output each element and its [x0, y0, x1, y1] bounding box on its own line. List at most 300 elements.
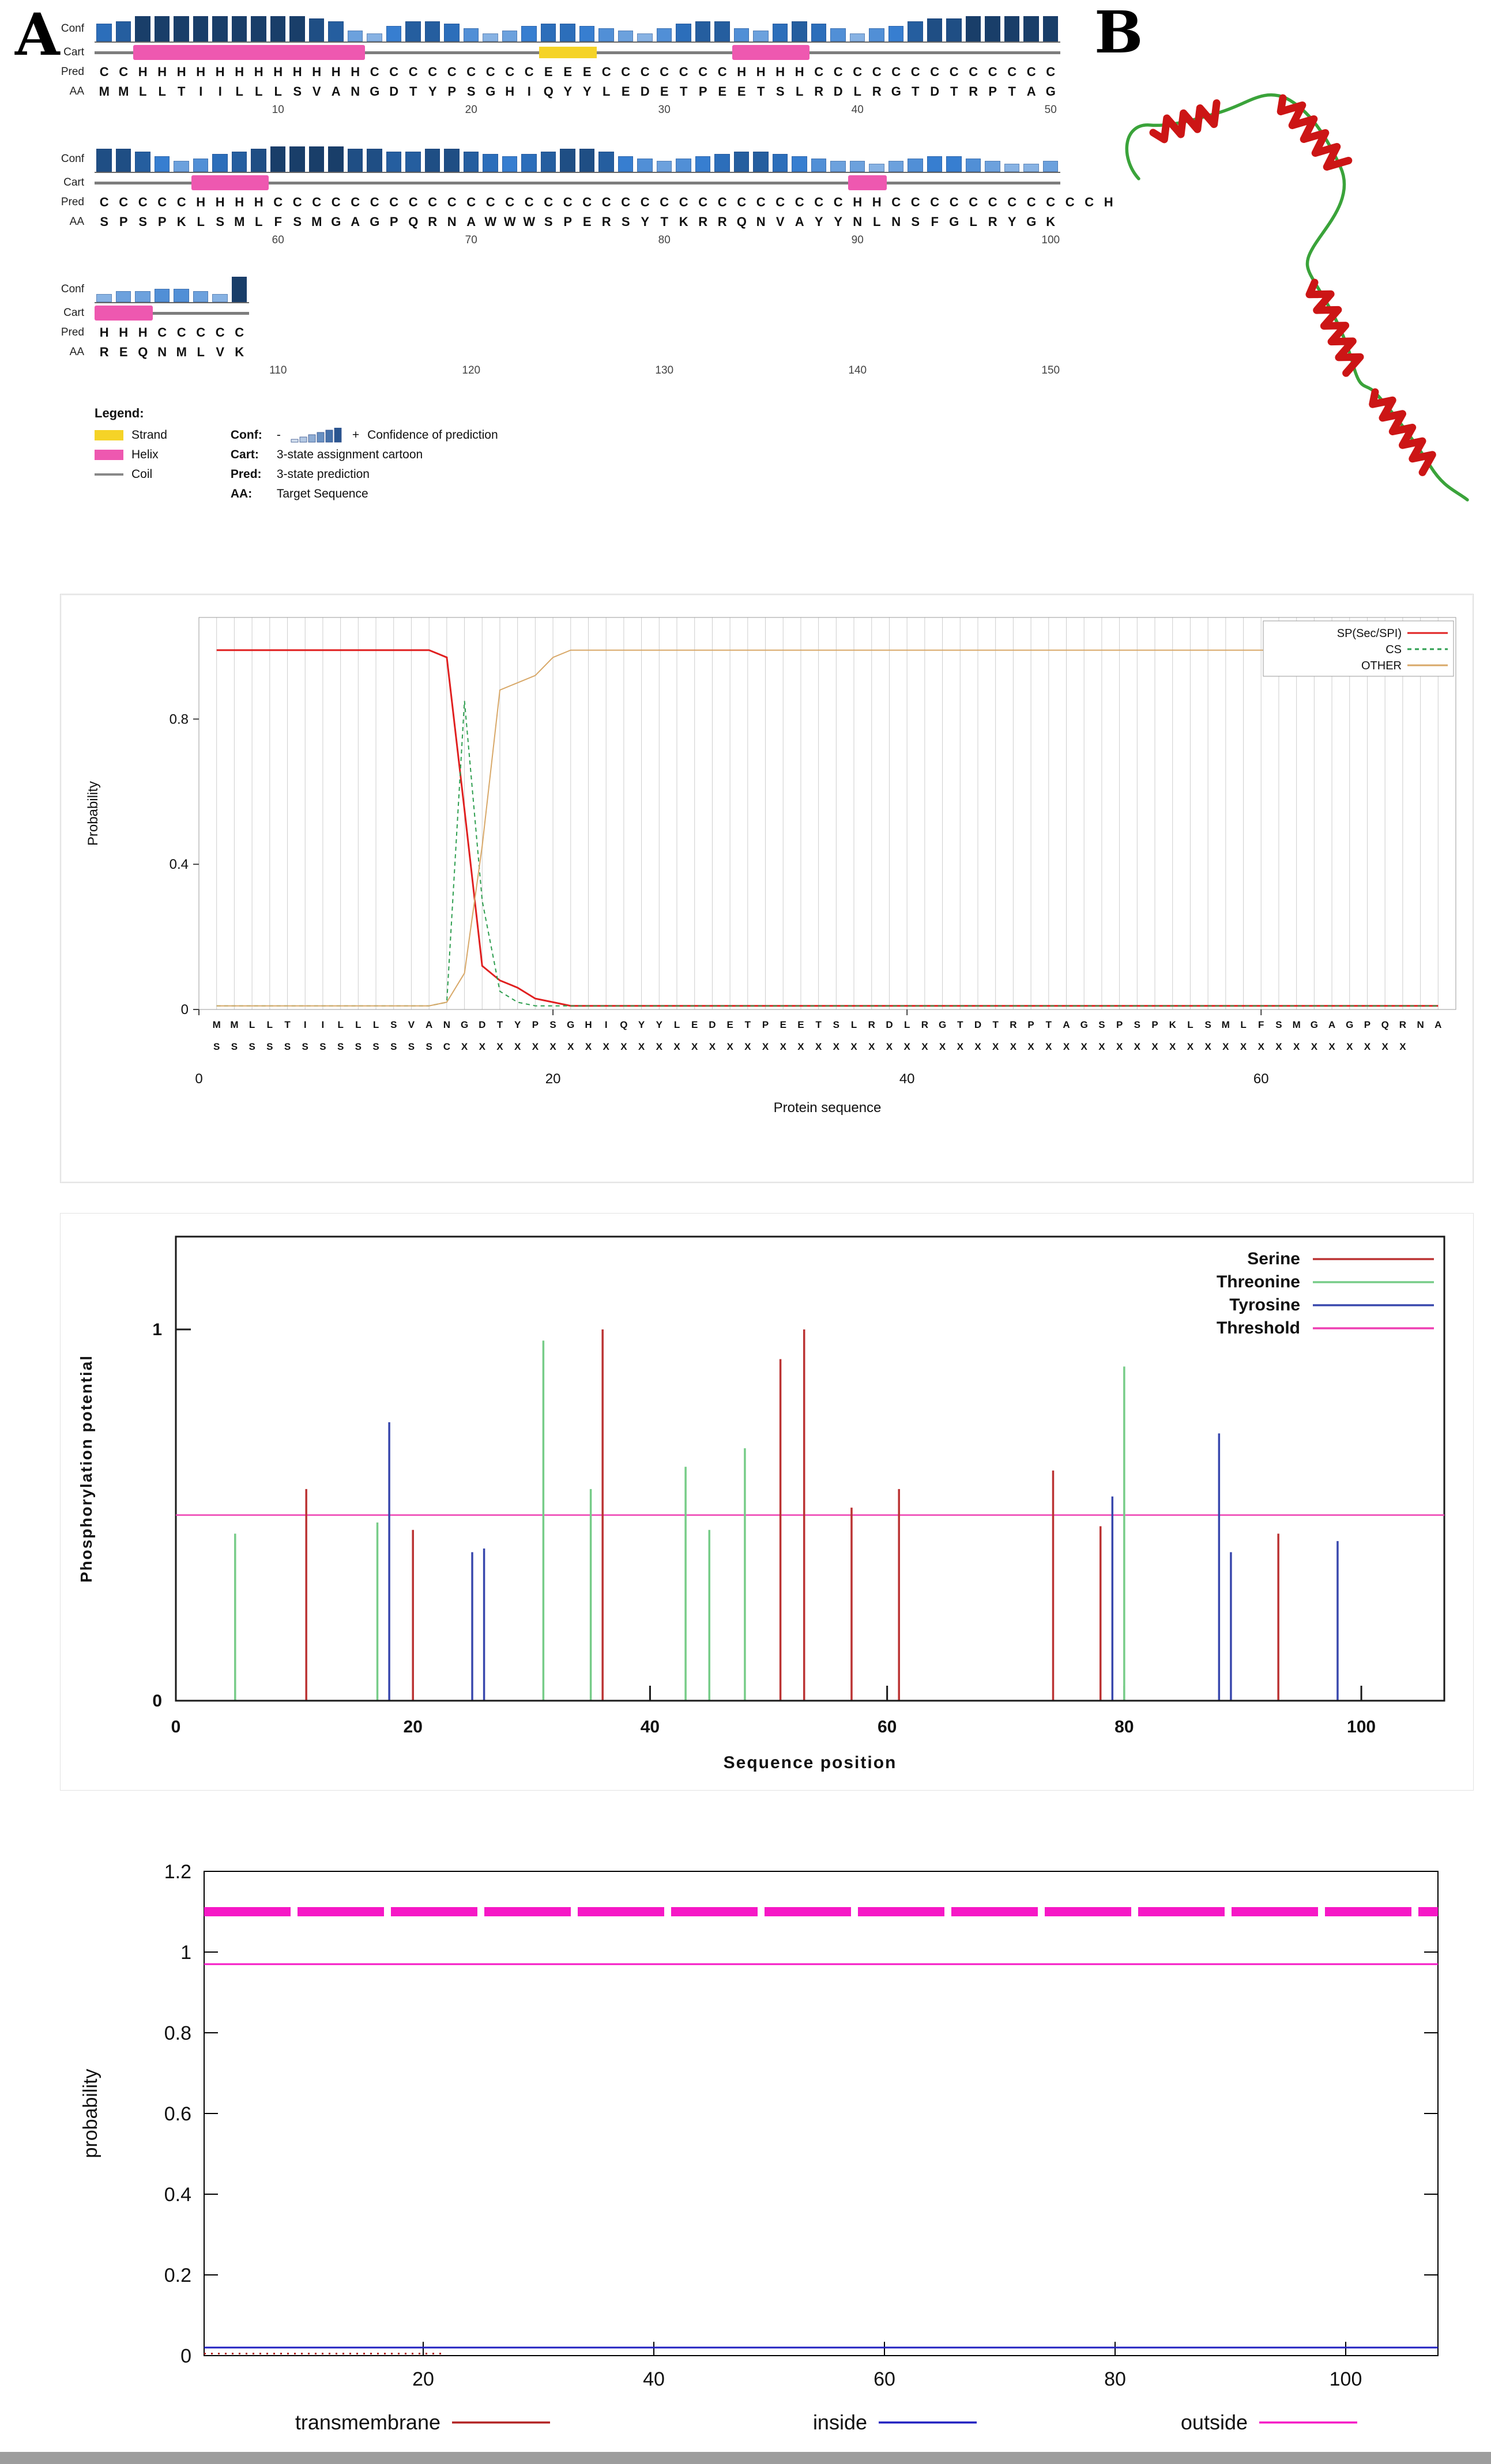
confidence-bar [908, 21, 923, 42]
helix-ribbon [1373, 392, 1433, 472]
x-tick-label: 20 [403, 1717, 423, 1736]
sequence-letter: Y [638, 1019, 645, 1030]
sequence-letter: L [903, 1019, 910, 1030]
sequence-letter: S [544, 214, 553, 229]
x-tick-label: 0 [171, 1717, 181, 1736]
sequence-letter: D [930, 84, 940, 99]
row-label: Cart [63, 176, 84, 189]
sequence-letter: S [100, 214, 109, 229]
sequence-letter: A [1063, 1019, 1070, 1030]
sequence-letter: A [795, 214, 804, 229]
sequence-letter: T [680, 84, 688, 99]
sequence-letter: I [199, 84, 203, 99]
sequence-letter: L [355, 1019, 362, 1030]
sequence-letter: P [157, 214, 167, 229]
region-label-letter: X [833, 1041, 840, 1052]
prediction-letter: C [833, 65, 843, 79]
confidence-bar [753, 152, 769, 172]
confidence-bar [714, 21, 730, 42]
sequence-letter: R [717, 214, 727, 229]
prediction-letter: C [99, 195, 109, 209]
sequence-letter: L [796, 84, 804, 99]
row-label: Cart [63, 46, 84, 58]
sequence-letter: N [1417, 1019, 1424, 1030]
psipred-block [20, 145, 1113, 249]
region-label-letter: X [726, 1041, 733, 1052]
prediction-letter: E [544, 65, 553, 79]
strand-cartoon [539, 47, 597, 58]
prediction-letter: C [640, 195, 650, 209]
netphos-panel [60, 1213, 1474, 1791]
psipred-blocks [20, 15, 1113, 379]
region-label-letter: X [1293, 1041, 1300, 1052]
region-label-letter: X [992, 1041, 999, 1052]
legend-key-column [231, 425, 498, 504]
region-label-letter: X [532, 1041, 539, 1052]
sequence-letter: P [698, 84, 707, 99]
sequence-letter: A [426, 1019, 433, 1030]
prediction-letter: C [505, 65, 515, 79]
prediction-letter: E [563, 65, 573, 79]
sequence-letter: T [912, 84, 920, 99]
confidence-bar [811, 159, 827, 172]
bottom-gray-strip [0, 2452, 1491, 2464]
region-label-letter: X [850, 1041, 857, 1052]
confidence-bar [251, 16, 266, 42]
sequence-letter: Y [428, 84, 437, 99]
row-label: Conf [61, 153, 84, 165]
confidence-bar [464, 28, 479, 42]
prediction-letter: C [1046, 195, 1056, 209]
y-axis-title: probability [80, 2069, 101, 2158]
legend-key-row [231, 425, 498, 445]
confidence-bar [444, 24, 460, 42]
confidence-bar [405, 21, 421, 42]
sequence-letter: M [176, 345, 187, 359]
sequence-letter: R [99, 345, 109, 359]
prediction-letter: C [1026, 195, 1036, 209]
sequence-letter: L [372, 1019, 379, 1030]
letters [95, 193, 1113, 212]
prediction-letter: C [99, 65, 109, 79]
sequence-letter: Y [814, 214, 823, 229]
prediction-letter: H [775, 65, 785, 79]
prediction-letter: E [582, 65, 592, 79]
confidence-bar [676, 159, 691, 172]
sequence-letter: A [1328, 1019, 1336, 1030]
region-label-letter: X [903, 1041, 910, 1052]
sequence-letter: M [234, 214, 245, 229]
sequence-letter: S [138, 214, 148, 229]
sequence-letter: G [567, 1019, 575, 1030]
confidence-bar [734, 152, 750, 172]
prediction-letter: H [292, 65, 302, 79]
sequence-letter: N [351, 84, 360, 99]
confidence-bar [1004, 164, 1020, 172]
region-label-letter: X [1275, 1041, 1282, 1052]
sequence-letter: L [197, 214, 205, 229]
region-label-letter: X [656, 1041, 662, 1052]
sequence-letter: N [891, 214, 901, 229]
region-label-letter: S [284, 1041, 291, 1052]
position-tick: 130 [655, 364, 674, 376]
legend-label: transmembrane [295, 2410, 440, 2434]
sequence-letter: M [311, 214, 322, 229]
strand-swatch [95, 430, 123, 440]
region-label-letter: S [355, 1041, 362, 1052]
position-tick: 30 [658, 104, 671, 116]
region-label-letter: X [620, 1041, 627, 1052]
prediction-letter: C [891, 65, 901, 79]
prediction-letter: C [660, 195, 669, 209]
sequence-letter: D [886, 1019, 893, 1030]
prediction-letter: C [988, 195, 997, 209]
confidence-bar [657, 28, 672, 42]
y-axis-title: Phosphorylation potential [77, 1354, 95, 1583]
legend-title: Legend: [95, 406, 144, 420]
region-label-letter: X [549, 1041, 556, 1052]
sequence-letter: G [1045, 84, 1056, 99]
sequence-letter: G [370, 214, 380, 229]
prediction-letter: C [524, 65, 534, 79]
sequence-letter: L [969, 214, 977, 229]
psipred-legend [95, 406, 1086, 504]
prediction-letter: H [215, 65, 225, 79]
legend-label: Coil [131, 468, 153, 481]
x-tick-label: 0 [195, 1071, 203, 1087]
sequence-letter: R [868, 1019, 875, 1030]
confidence-bar [773, 154, 788, 172]
prediction-letter: C [969, 195, 978, 209]
tmhmm-panel [60, 1837, 1474, 2464]
plot-frame [204, 1871, 1438, 2356]
region-label-letter: X [1134, 1041, 1140, 1052]
confidence-bar [155, 289, 170, 302]
confidence-bar [116, 149, 131, 172]
region-label-letter: X [1045, 1041, 1052, 1052]
prediction-letter: C [949, 195, 959, 209]
sequence-letter: T [284, 1019, 291, 1030]
series-line-OTHER [217, 650, 1439, 1006]
confidence-bar [811, 24, 827, 42]
prediction-letter: C [485, 65, 495, 79]
pred-row [20, 323, 1086, 342]
psipred-block [20, 276, 1086, 379]
prediction-letter: C [1026, 65, 1036, 79]
legend-shape-column [95, 425, 167, 504]
confidence-bar [598, 28, 614, 42]
confidence-bar [367, 149, 382, 172]
region-label-letter: X [1399, 1041, 1406, 1052]
pred-row [20, 62, 1086, 82]
sequence-letter: R [1010, 1019, 1017, 1030]
prediction-letter: C [370, 65, 379, 79]
legend-label: OTHER [1361, 660, 1402, 672]
cart-cells [95, 173, 1060, 193]
prediction-letter: C [698, 195, 708, 209]
prediction-letter: C [1065, 195, 1075, 209]
sequence-letter: I [218, 84, 222, 99]
prediction-letter: C [466, 195, 476, 209]
prediction-letter: C [1007, 65, 1017, 79]
helix-ribbon [1309, 282, 1360, 373]
confidence-gradient-icon [289, 428, 344, 443]
tick-row [20, 362, 1086, 379]
confidence-bar-icon [317, 432, 324, 442]
cart-row [20, 303, 1086, 323]
sequence-letter: Q [736, 214, 747, 229]
psipred-block [20, 15, 1086, 119]
prediction-letter: H [235, 195, 244, 209]
helix-ribbon [1281, 98, 1349, 167]
sequence-letter: S [293, 84, 302, 99]
legend-item-helix [95, 445, 167, 465]
prediction-letter: H [119, 325, 129, 340]
sequence-letter: S [911, 214, 920, 229]
prediction-letter: C [138, 195, 148, 209]
sequence-letter: E [691, 1019, 698, 1030]
sequence-letter: L [873, 214, 881, 229]
sequence-letter: F [1258, 1019, 1264, 1030]
sequence-letter: S [621, 214, 630, 229]
sequence-letter: D [833, 84, 843, 99]
y-tick-label: 0.8 [164, 2022, 191, 2044]
region-label-letter: S [372, 1041, 379, 1052]
sequence-letter: L [197, 345, 205, 359]
sequence-letter: N [853, 214, 863, 229]
sequence-letter: Q [620, 1019, 628, 1030]
prediction-letter: H [331, 65, 341, 79]
prediction-letter: C [621, 195, 631, 209]
region-label-letter: X [1010, 1041, 1017, 1052]
y-tick-label: 0.8 [169, 711, 189, 728]
sequence-letter: A [331, 84, 341, 99]
prediction-letter: C [601, 195, 611, 209]
region-label-letter: X [1257, 1041, 1264, 1052]
sequence-letter: I [604, 1019, 608, 1030]
sequence-letter: A [351, 214, 360, 229]
prediction-letter: H [312, 65, 322, 79]
confidence-bar [155, 16, 170, 42]
sequence-letter: S [293, 214, 302, 229]
confidence-bar [483, 154, 498, 172]
region-label-letter: X [1063, 1041, 1070, 1052]
position-tick: 80 [658, 234, 671, 246]
cart-row [20, 173, 1086, 193]
sequence-letter: P [1151, 1019, 1158, 1030]
prediction-letter: C [215, 325, 225, 340]
sequence-letter: R [814, 84, 824, 99]
sequence-letter: L [248, 1019, 255, 1030]
confidence-bar [618, 31, 634, 42]
prediction-letter: C [176, 195, 186, 209]
sequence-letter: E [718, 84, 727, 99]
prediction-letter: C [814, 65, 824, 79]
confidence-bar [270, 16, 286, 42]
prediction-letter: C [505, 195, 515, 209]
sequence-letter: L [853, 84, 861, 99]
sequence-letter: F [274, 214, 282, 229]
prediction-letter: C [814, 195, 824, 209]
helix-swatch [95, 450, 123, 460]
confidence-bar [753, 31, 769, 42]
sequence-letter: S [216, 214, 225, 229]
aa-row [20, 82, 1086, 101]
region-label-letter: X [744, 1041, 751, 1052]
sequence-letter: I [527, 84, 531, 99]
sequence-letter: L [1240, 1019, 1247, 1030]
sequence-letter: W [523, 214, 536, 229]
legend-item-strand [95, 425, 167, 445]
sequence-letter: S [1275, 1019, 1282, 1030]
confidence-bar [328, 146, 344, 172]
sequence-letter: S [1204, 1019, 1211, 1030]
row-label: AA [69, 216, 84, 228]
confidence-bar [464, 152, 479, 172]
legend-label: Tyrosine [1229, 1295, 1300, 1314]
sequence-letter: T [409, 84, 417, 99]
region-label-letter: X [1222, 1041, 1229, 1052]
sequence-letter: S [833, 1019, 840, 1030]
sequence-letter: T [1008, 84, 1016, 99]
x-tick-label: 60 [1253, 1071, 1269, 1087]
sequence-letter: V [775, 214, 785, 229]
confidence-bar [618, 156, 634, 172]
region-label-letter: X [496, 1041, 503, 1052]
prediction-letter: C [428, 195, 438, 209]
confidence-bar [367, 33, 382, 42]
prediction-letter: C [621, 65, 631, 79]
y-tick-label: 1 [180, 1942, 191, 1964]
aa-row [20, 342, 1086, 362]
prediction-letter: H [853, 195, 863, 209]
confidence-bar [579, 149, 595, 172]
phosphorylation-chart [61, 1214, 1473, 1790]
prediction-letter: C [891, 195, 901, 209]
region-label-letter: X [673, 1041, 680, 1052]
prediction-letter: H [196, 195, 206, 209]
region-label-letter: X [1364, 1041, 1371, 1052]
tick-cells [95, 232, 1060, 249]
tick-row [20, 232, 1086, 249]
confidence-bar [348, 31, 363, 42]
confidence-bar [830, 161, 846, 172]
row-label: Pred [61, 326, 84, 338]
y-tick-label: 0.4 [164, 2184, 191, 2206]
confidence-bar [966, 16, 981, 42]
region-label-letter: X [638, 1041, 645, 1052]
confidence-bar [135, 291, 150, 302]
sequence-letter: L [139, 84, 147, 99]
sequence-letter: P [532, 1019, 539, 1030]
sequence-letter: S [390, 1019, 397, 1030]
prediction-letter: C [524, 195, 534, 209]
confidence-bar [850, 33, 865, 42]
row-label: Pred [61, 196, 84, 208]
legend-item-coil [95, 465, 167, 484]
protein-3d-structure [1110, 55, 1479, 516]
x-axis-title: Sequence position [723, 1753, 897, 1772]
prediction-letter: C [737, 195, 747, 209]
prediction-letter: C [756, 195, 766, 209]
region-label-letter: X [461, 1041, 468, 1052]
prediction-letter: H [254, 195, 263, 209]
sequence-letter: V [408, 1019, 415, 1030]
confidence-bar [405, 152, 421, 172]
position-tick: 70 [465, 234, 477, 246]
sequence-letter: G [1080, 1019, 1088, 1030]
sequence-letter: D [709, 1019, 716, 1030]
y-tick-label: 0.6 [164, 2103, 191, 2125]
row-label: Cart [63, 307, 84, 319]
confidence-bar [888, 26, 904, 42]
prediction-letter: C [775, 195, 785, 209]
prediction-letter: C [157, 325, 167, 340]
letters [95, 62, 1060, 82]
prediction-letter: C [428, 65, 438, 79]
confidence-bar [966, 159, 981, 172]
sequence-letter: L [337, 1019, 344, 1030]
confidence-bar [598, 152, 614, 172]
sequence-letter: T [815, 1019, 822, 1030]
region-label-letter: X [974, 1041, 981, 1052]
confidence-bar [657, 161, 672, 172]
prediction-letter: C [1007, 195, 1017, 209]
sequence-letter: G [460, 1019, 469, 1030]
confidence-bar [289, 16, 305, 42]
sequence-letter: T [178, 84, 186, 99]
sequence-letter: Y [514, 1019, 521, 1030]
confidence-bar-icon [334, 428, 341, 442]
confidence-bar [714, 154, 730, 172]
sequence-letter: W [484, 214, 497, 229]
confidence-bar [908, 159, 923, 172]
sequence-letter: A [1026, 84, 1036, 99]
sequence-letter: S [775, 84, 785, 99]
helix-cartoon [191, 175, 269, 190]
position-tick: 100 [1041, 234, 1060, 246]
y-tick-label: 0 [180, 1002, 189, 1018]
region-label-letter: S [408, 1041, 415, 1052]
legend-key: AA: [230, 487, 253, 500]
sequence-letter: Q [138, 345, 148, 359]
confidence-bar [792, 21, 807, 42]
region-label-letter: X [709, 1041, 716, 1052]
prediction-letter: C [273, 195, 283, 209]
region-label-letter: X [1204, 1041, 1211, 1052]
confidence-bar [502, 156, 518, 172]
region-label-letter: X [1381, 1041, 1388, 1052]
confidence-bar [116, 21, 131, 42]
sequence-letter: E [797, 1019, 804, 1030]
prediction-letter: C [389, 195, 399, 209]
helix-cartoon [848, 175, 887, 190]
prediction-letter: C [176, 325, 186, 340]
confidence-bar [348, 149, 363, 172]
confidence-bar [502, 31, 518, 42]
sequence-letter: M [118, 84, 129, 99]
confidence-bar [1023, 16, 1039, 42]
prediction-letter: C [466, 65, 476, 79]
x-tick-label: 100 [1347, 1717, 1376, 1736]
position-tick: 120 [462, 364, 481, 376]
prediction-letter: H [254, 65, 263, 79]
confidence-bar [174, 161, 189, 172]
series-line-CS [217, 701, 1439, 1006]
prediction-letter: C [485, 195, 495, 209]
helix-cartoon [95, 306, 153, 321]
region-label-letter: X [585, 1041, 592, 1052]
